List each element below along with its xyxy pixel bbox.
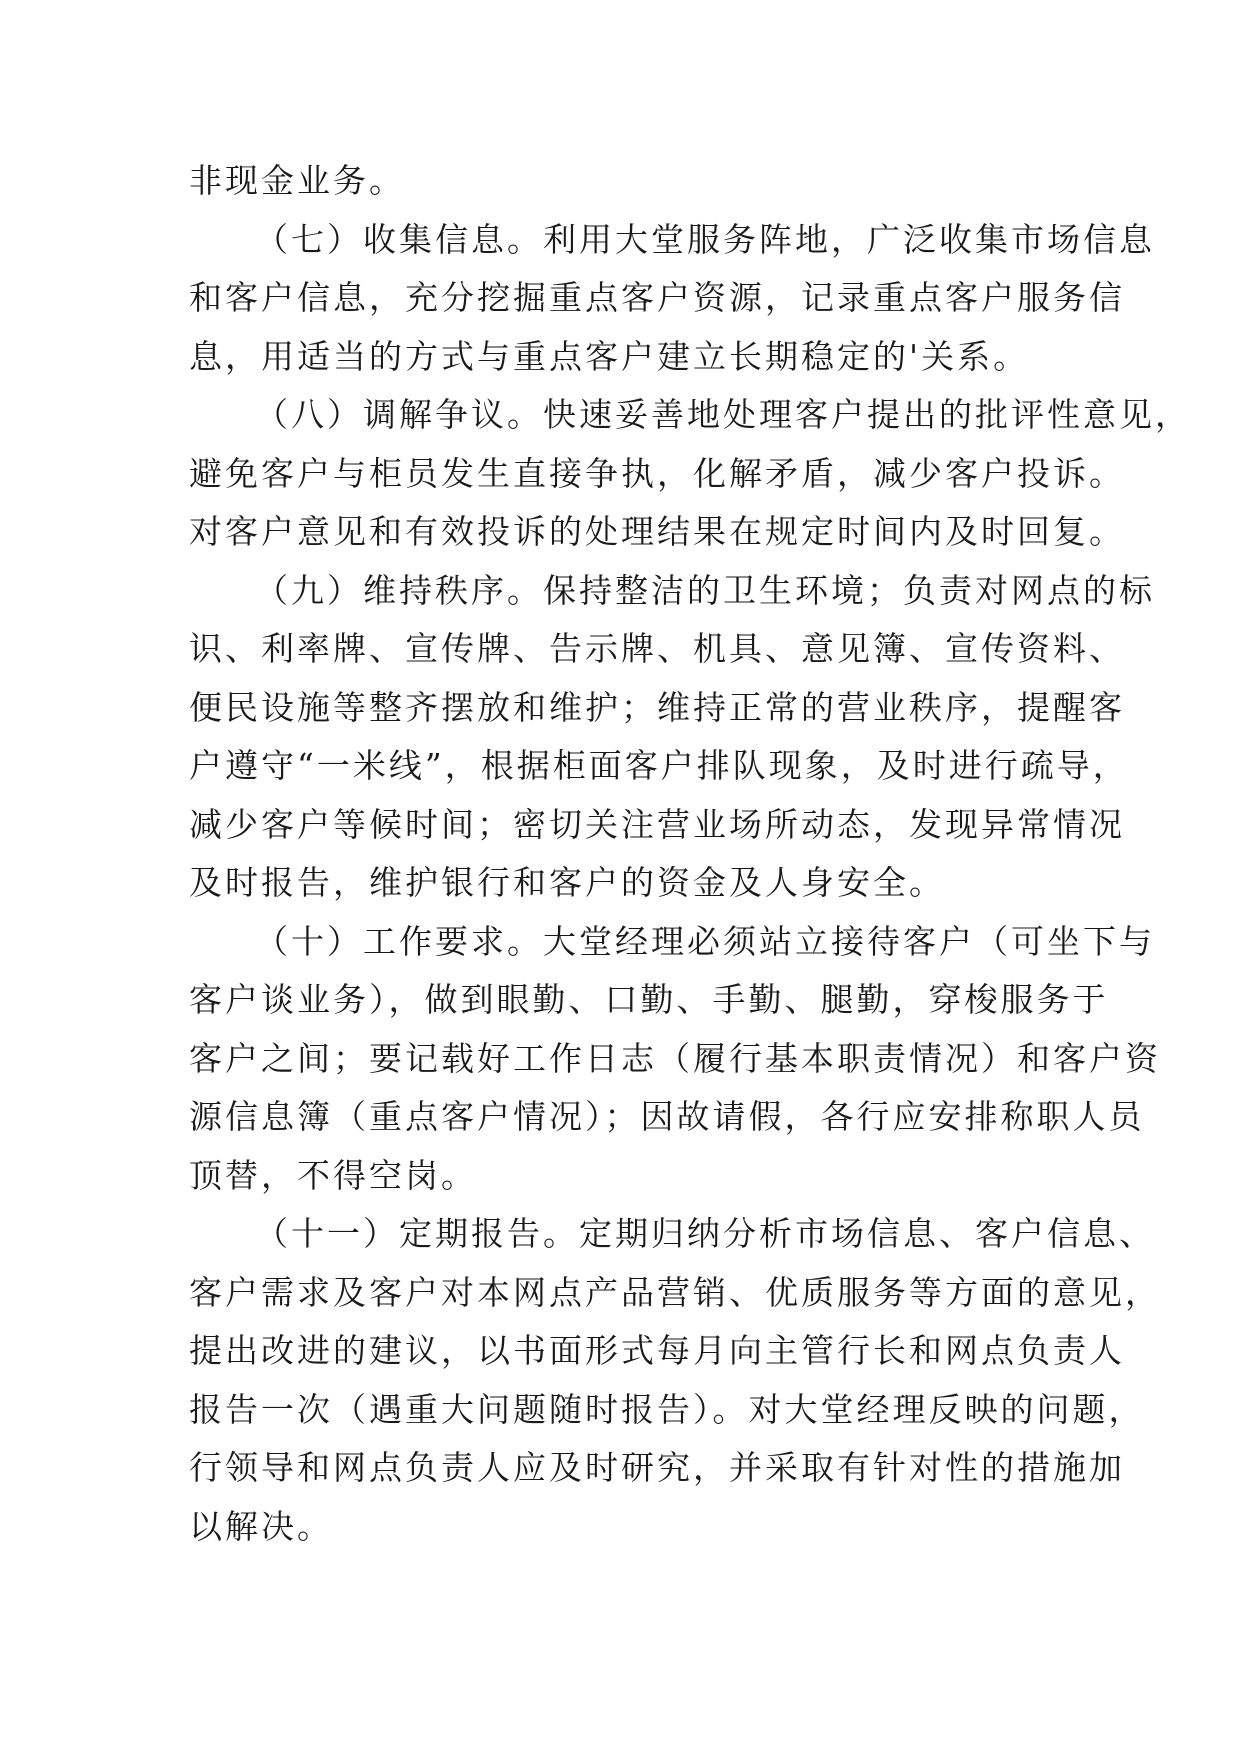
text-line: 顶替，不得空岗。 (189, 1155, 477, 1195)
text-line: 避免客户与柜员发生直接争执，化解矛盾，减少客户投诉。 (189, 453, 1125, 493)
paragraph-heading-line: （十一）定期报告。定期归纳分析市场信息、客户信息、 (255, 1214, 1155, 1253)
text-line: 和客户信息，充分挖掘重点客户资源，记录重点客户服务信 (189, 278, 1125, 317)
paragraph-heading-line: （七）收集信息。利用大堂服务阵地，广泛收集市场信息 (255, 219, 1155, 259)
text-line: 户遵守“一米线”，根据柜面客户排队现象，及时进行疏导， (189, 746, 1129, 785)
paragraph-heading-line: （八）调解争议。快速妥善地处理客户提出的批评性意见， (255, 395, 1191, 434)
text-line: 行领导和网点负责人应及时研究，并采取有针对性的措施加 (189, 1448, 1125, 1487)
text-line: 识、利率牌、宣传牌、告示牌、机具、意见簿、宣传资料、 (189, 629, 1125, 668)
paragraph-heading-line: （九）维持秩序。保持整洁的卫生环境；负责对网点的标 (255, 570, 1155, 610)
document-body (189, 152, 1191, 1556)
paragraph-heading-line: （十）工作要求。大堂经理必须站立接待客户（可坐下与 (255, 921, 1155, 961)
text-line: 便民设施等整齐摆放和维护；维持正常的营业秩序，提醒客 (189, 687, 1125, 727)
text-line: 报告一次（遇重大问题随时报告）。对大堂经理反映的问题， (189, 1389, 1145, 1429)
text-line: 提出改进的建议，以书面形式每月向主管行长和网点负责人 (189, 1331, 1125, 1370)
text-line: 息，用适当的方式与重点客户建立长期稳定的'关系。 (189, 336, 1030, 376)
text-line: 减少客户等候时间；密切关注营业场所动态，发现异常情况 (189, 804, 1125, 844)
text-line: 源信息簿（重点客户情况）；因故请假，各行应安排称职人员 (189, 1097, 1145, 1136)
text-line: 客户需求及客户对本网点产品营销、优质服务等方面的意见， (189, 1272, 1161, 1312)
text-line: 对客户意见和有效投诉的处理结果在规定时间内及时回复。 (189, 512, 1125, 551)
text-line: 及时报告，维护银行和客户的资金及人身安全。 (189, 863, 945, 902)
text-line: 以解决。 (189, 1506, 333, 1546)
text-line: 客户谈业务），做到眼勤、口勤、手勤、腿勤，穿梭服务于 (189, 980, 1109, 1019)
text-line: 客户之间；要记载好工作日志（履行基本职责情况）和客户资 (189, 1038, 1161, 1078)
text-line: 非现金业务。 (189, 161, 405, 200)
